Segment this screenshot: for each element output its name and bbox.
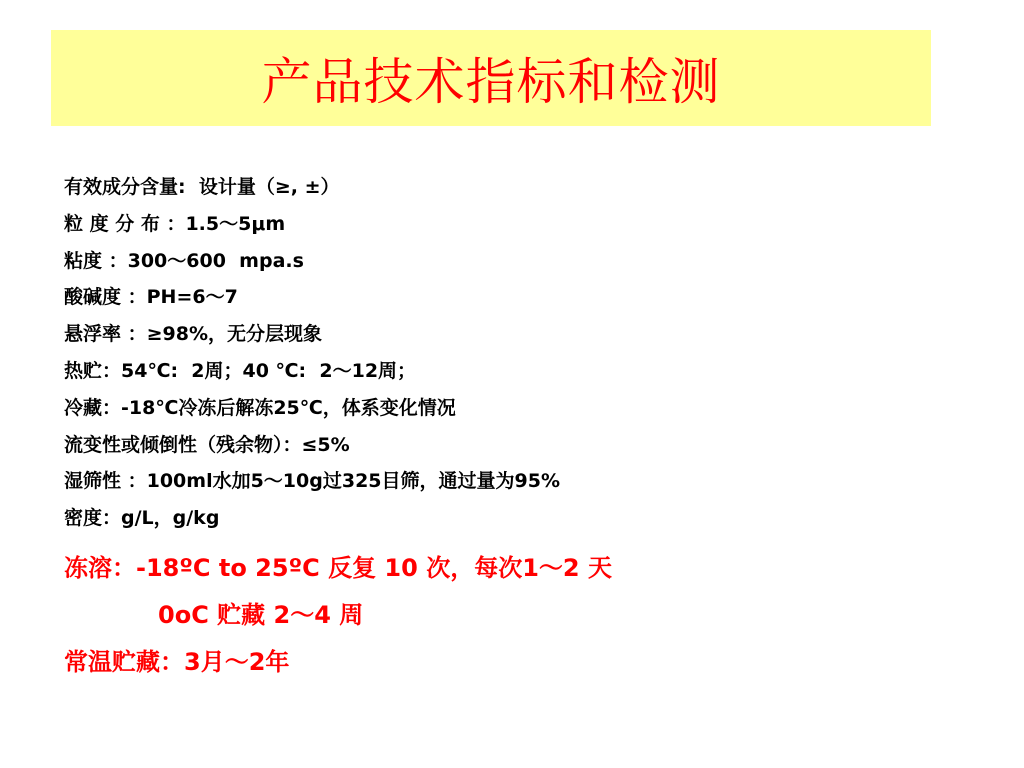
stability-list [64,548,964,689]
spec-list [64,172,964,540]
spec-line-ph: 酸碱度 ：PH=6～7 [64,286,238,309]
title-banner [51,30,931,126]
spec-line-heat-storage: 热贮：54℃: 2周；40 ℃: 2～12周； [64,359,417,382]
slide-title: 产品技术指标和检测 [261,53,721,111]
spec-line-pourability: 流变性或倾倒性（残余物）：≤5% [64,433,350,456]
spec-line-wet-sieve: 湿筛性 ：100ml水加5～10g过325目筛，通过量为95% [64,470,560,493]
spec-line-density: 密度：g/L，g/kg [64,507,220,530]
spec-line-particle-size: 粒 度 分 布 ：1.5～5μm [64,212,286,235]
stability-line-zero-degree: 0oC 贮藏 2～4 周 [158,601,364,629]
stability-line-room-temp: 常温贮藏：3月～2年 [64,648,290,676]
spec-line-active-ingredient: 有效成分含量: 设计量（≥, ±） [64,176,340,198]
spec-line-cold-storage: 冷藏：-18℃冷冻后解冻25℃，体系变化情况 [64,396,456,419]
spec-line-viscosity: 粘度 ：300～600 mpa.s [64,249,304,272]
spec-line-suspensibility: 悬浮率 ：≥98%，无分层现象 [64,323,323,346]
stability-line-freeze-thaw: 冻溶：-18ºC to 25ºC 反复 10 次，每次1～2 天 [64,554,612,582]
